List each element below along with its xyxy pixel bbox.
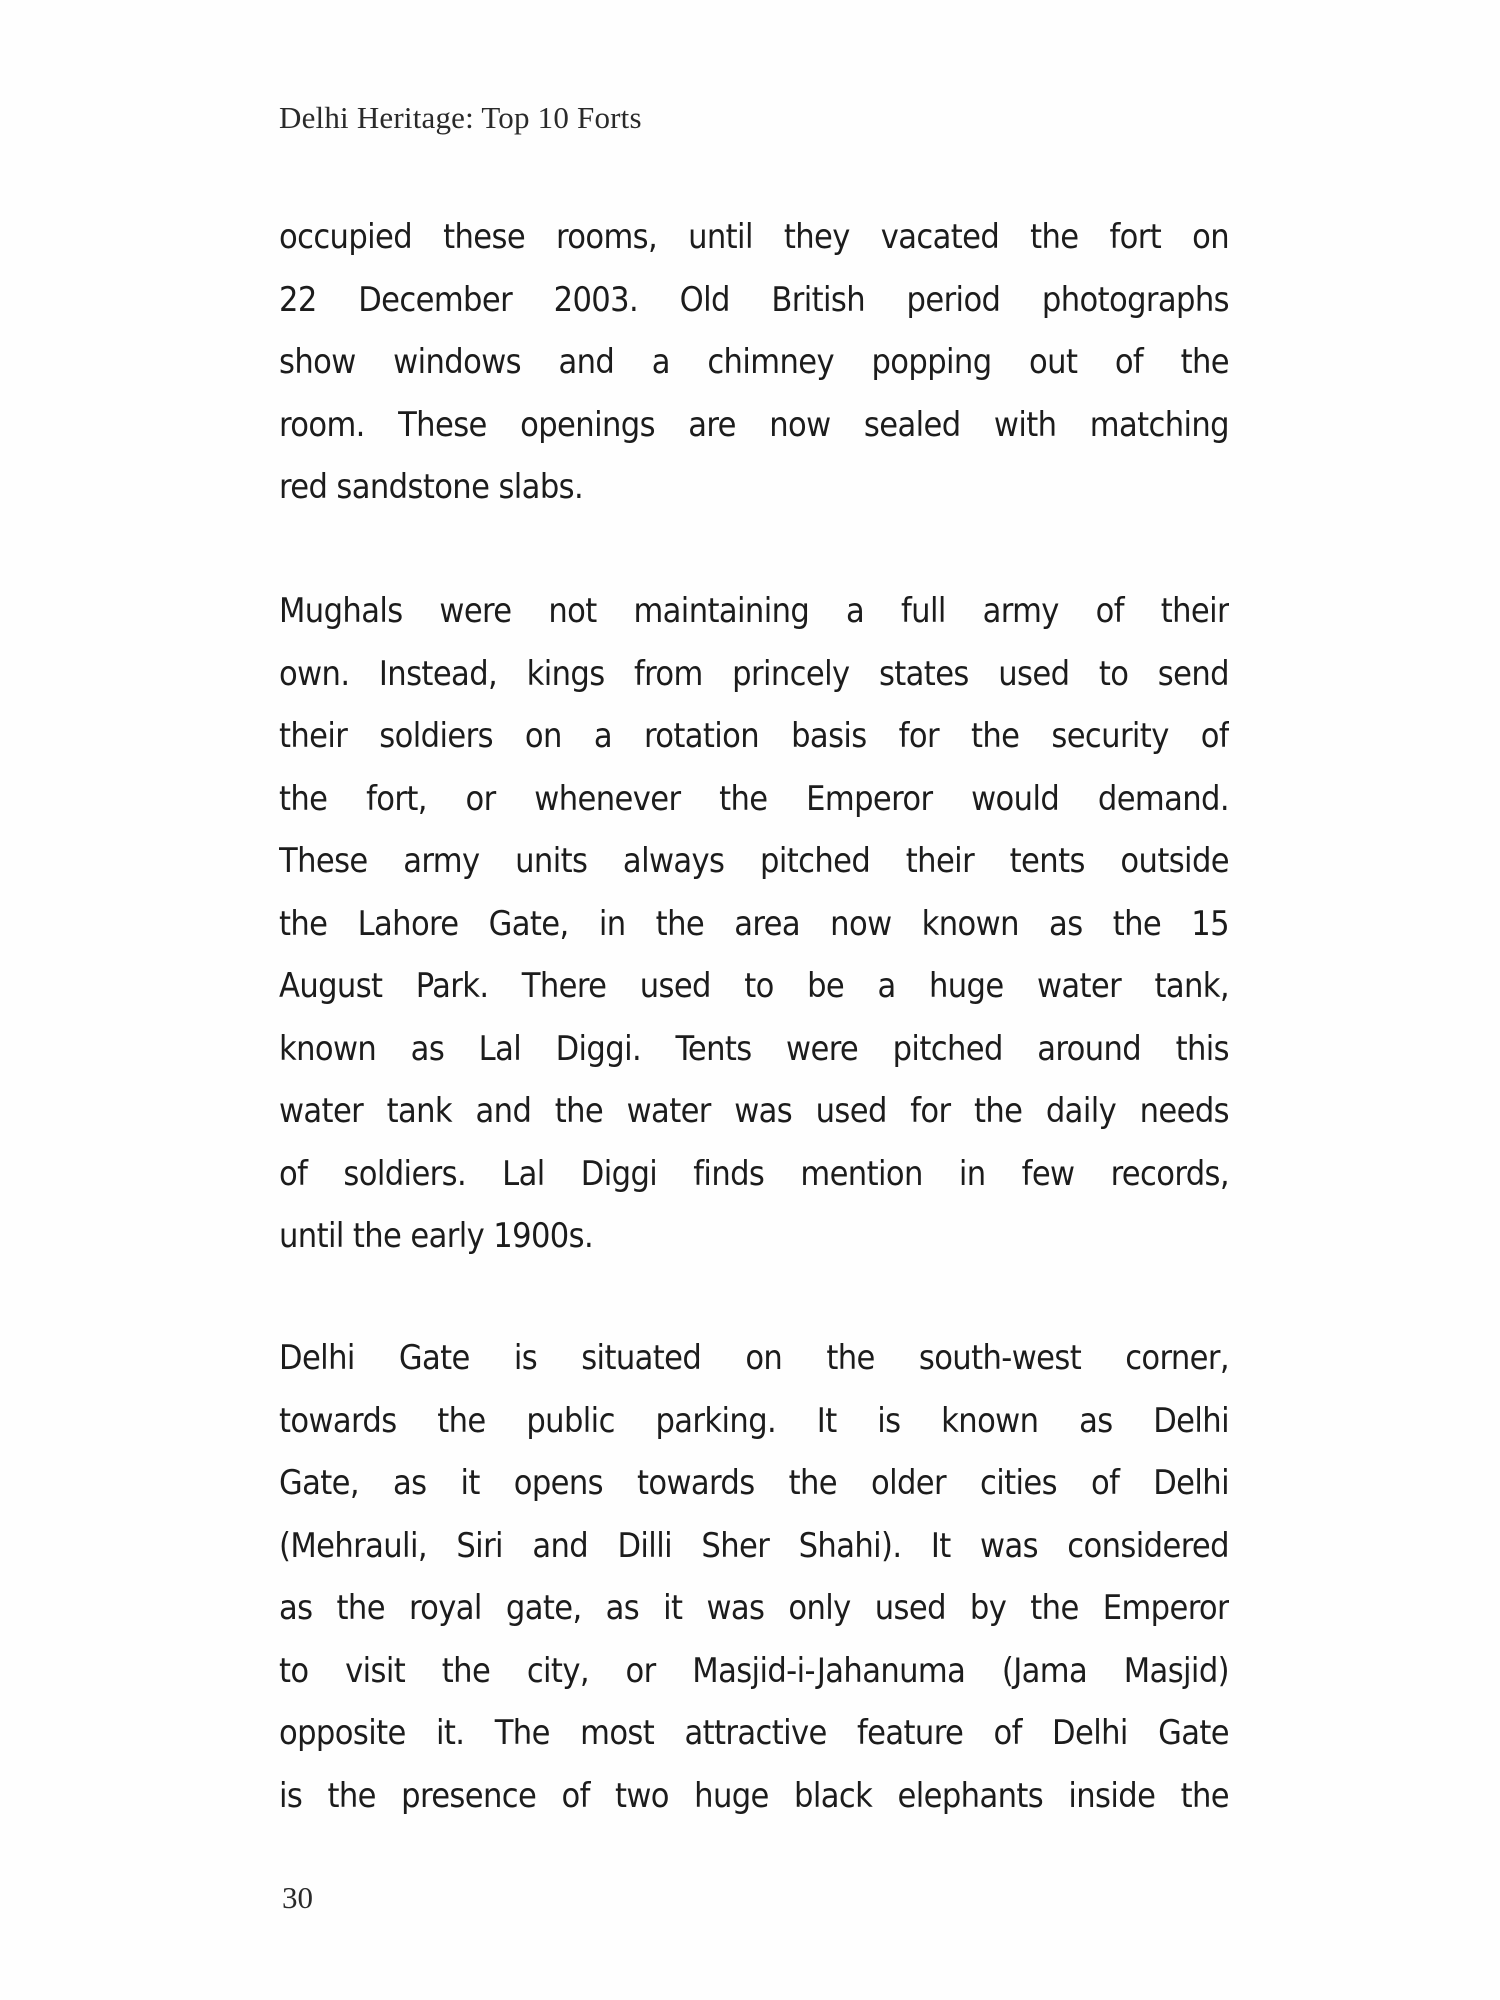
text-line: Gate, as it opens towards the older cities of Delhi [279, 1463, 1229, 1503]
text-line: water tank and the water was used for the daily needs [279, 1091, 1229, 1131]
text-line: August Park. There used to be a huge water tank, [279, 966, 1229, 1006]
text-line: to visit the city, or Masjid-i-Jahanuma (Jama Masjid) [279, 1650, 1229, 1691]
running-header-title: Delhi Heritage: Top 10 Forts [279, 100, 642, 135]
text-line: These army units always pitched their tents outside [279, 841, 1229, 881]
text-line: red sandstone slabs. [279, 467, 584, 507]
text-line: of soldiers. Lal Diggi finds mention in few records, [279, 1153, 1229, 1194]
text-line: room. These openings are now sealed with matching [279, 404, 1229, 445]
text-line: show windows and a chimney popping out of the [279, 342, 1229, 382]
paragraph-3 [279, 1327, 1229, 1827]
paragraph-1 [279, 206, 1229, 519]
text-line: Delhi Gate is situated on the south-west corner, [279, 1338, 1229, 1378]
text-line: their soldiers on a rotation basis for the security of [279, 716, 1229, 756]
text-line: own. Instead, kings from princely states used to send [279, 653, 1229, 694]
text-line: (Mehrauli, Siri and Dilli Sher Shahi). It was considered [279, 1525, 1229, 1566]
text-line: Mughals were not maintaining a full army of their [279, 591, 1229, 631]
text-line: as the royal gate, as it was only used by the Emperor [279, 1588, 1229, 1628]
text-line: occupied these rooms, until they vacated the fort on [279, 217, 1229, 257]
page-number: 30 [282, 1880, 313, 1915]
text-line: the Lahore Gate, in the area now known as the 15 [279, 903, 1229, 944]
text-line: known as Lal Diggi. Tents were pitched around this [279, 1028, 1229, 1069]
text-line: 22 December 2003. Old British period photographs [279, 279, 1229, 320]
text-line: towards the public parking. It is known as Delhi [279, 1400, 1229, 1441]
text-line: the fort, or whenever the Emperor would demand. [279, 778, 1229, 819]
paragraph-2 [279, 580, 1229, 1268]
text-line: opposite it. The most attractive feature of Delhi Gate [279, 1713, 1229, 1753]
text-line: until the early 1900s. [279, 1216, 594, 1256]
text-line: is the presence of two huge black elephants inside the [279, 1775, 1229, 1816]
